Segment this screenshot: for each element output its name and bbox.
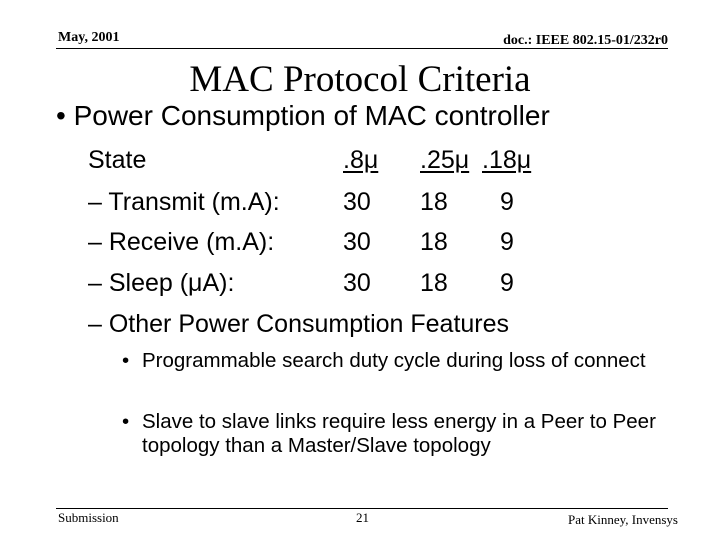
table-row-receive-label: – Receive (m.A): [88,228,275,256]
table-cell: 18 [420,269,448,297]
table-header-col-3: .18μ [482,146,532,174]
bullet-glyph: • [122,349,130,372]
slide-title: MAC Protocol Criteria [189,59,531,100]
header-date: May, 2001 [58,30,120,45]
table-cell: 30 [343,269,371,297]
footer-divider [56,508,668,509]
header-divider [56,48,668,49]
bullet-glyph: • [122,410,130,433]
table-cell: 9 [500,269,514,297]
sub-bullet-text: Programmable search duty cycle during loss of connect [142,349,646,372]
table-header-col-1: .8μ [343,146,379,174]
main-bullet: • Power Consumption of MAC controller [56,100,550,131]
other-features-heading: – Other Power Consumption Features [88,310,510,338]
footer-submission: Submission [58,510,119,525]
table-cell: 9 [500,228,514,256]
sub-bullet-slave-links [122,410,662,458]
table-cell: 18 [420,228,448,256]
footer-author: Pat Kinney, Invensys [567,512,678,527]
table-row-transmit-label: – Transmit (m.A): [88,188,280,216]
sub-bullet-text: Slave to slave links require less energy in a Peer to Peer topology than a Master/Slave topology [142,410,656,457]
footer-page-number: 21 [356,510,369,525]
table-cell: 9 [500,188,514,216]
table-row-sleep-label: – Sleep (μA): [88,269,235,297]
sub-bullet-duty-cycle [122,349,662,373]
header-doc-id: doc.: IEEE 802.15-01/232r0 [503,33,668,48]
table-header-col-2: .25μ [420,146,470,174]
table-cell: 30 [343,228,371,256]
table-cell: 18 [420,188,448,216]
table-cell: 30 [343,188,371,216]
table-header-state: State [88,146,147,174]
